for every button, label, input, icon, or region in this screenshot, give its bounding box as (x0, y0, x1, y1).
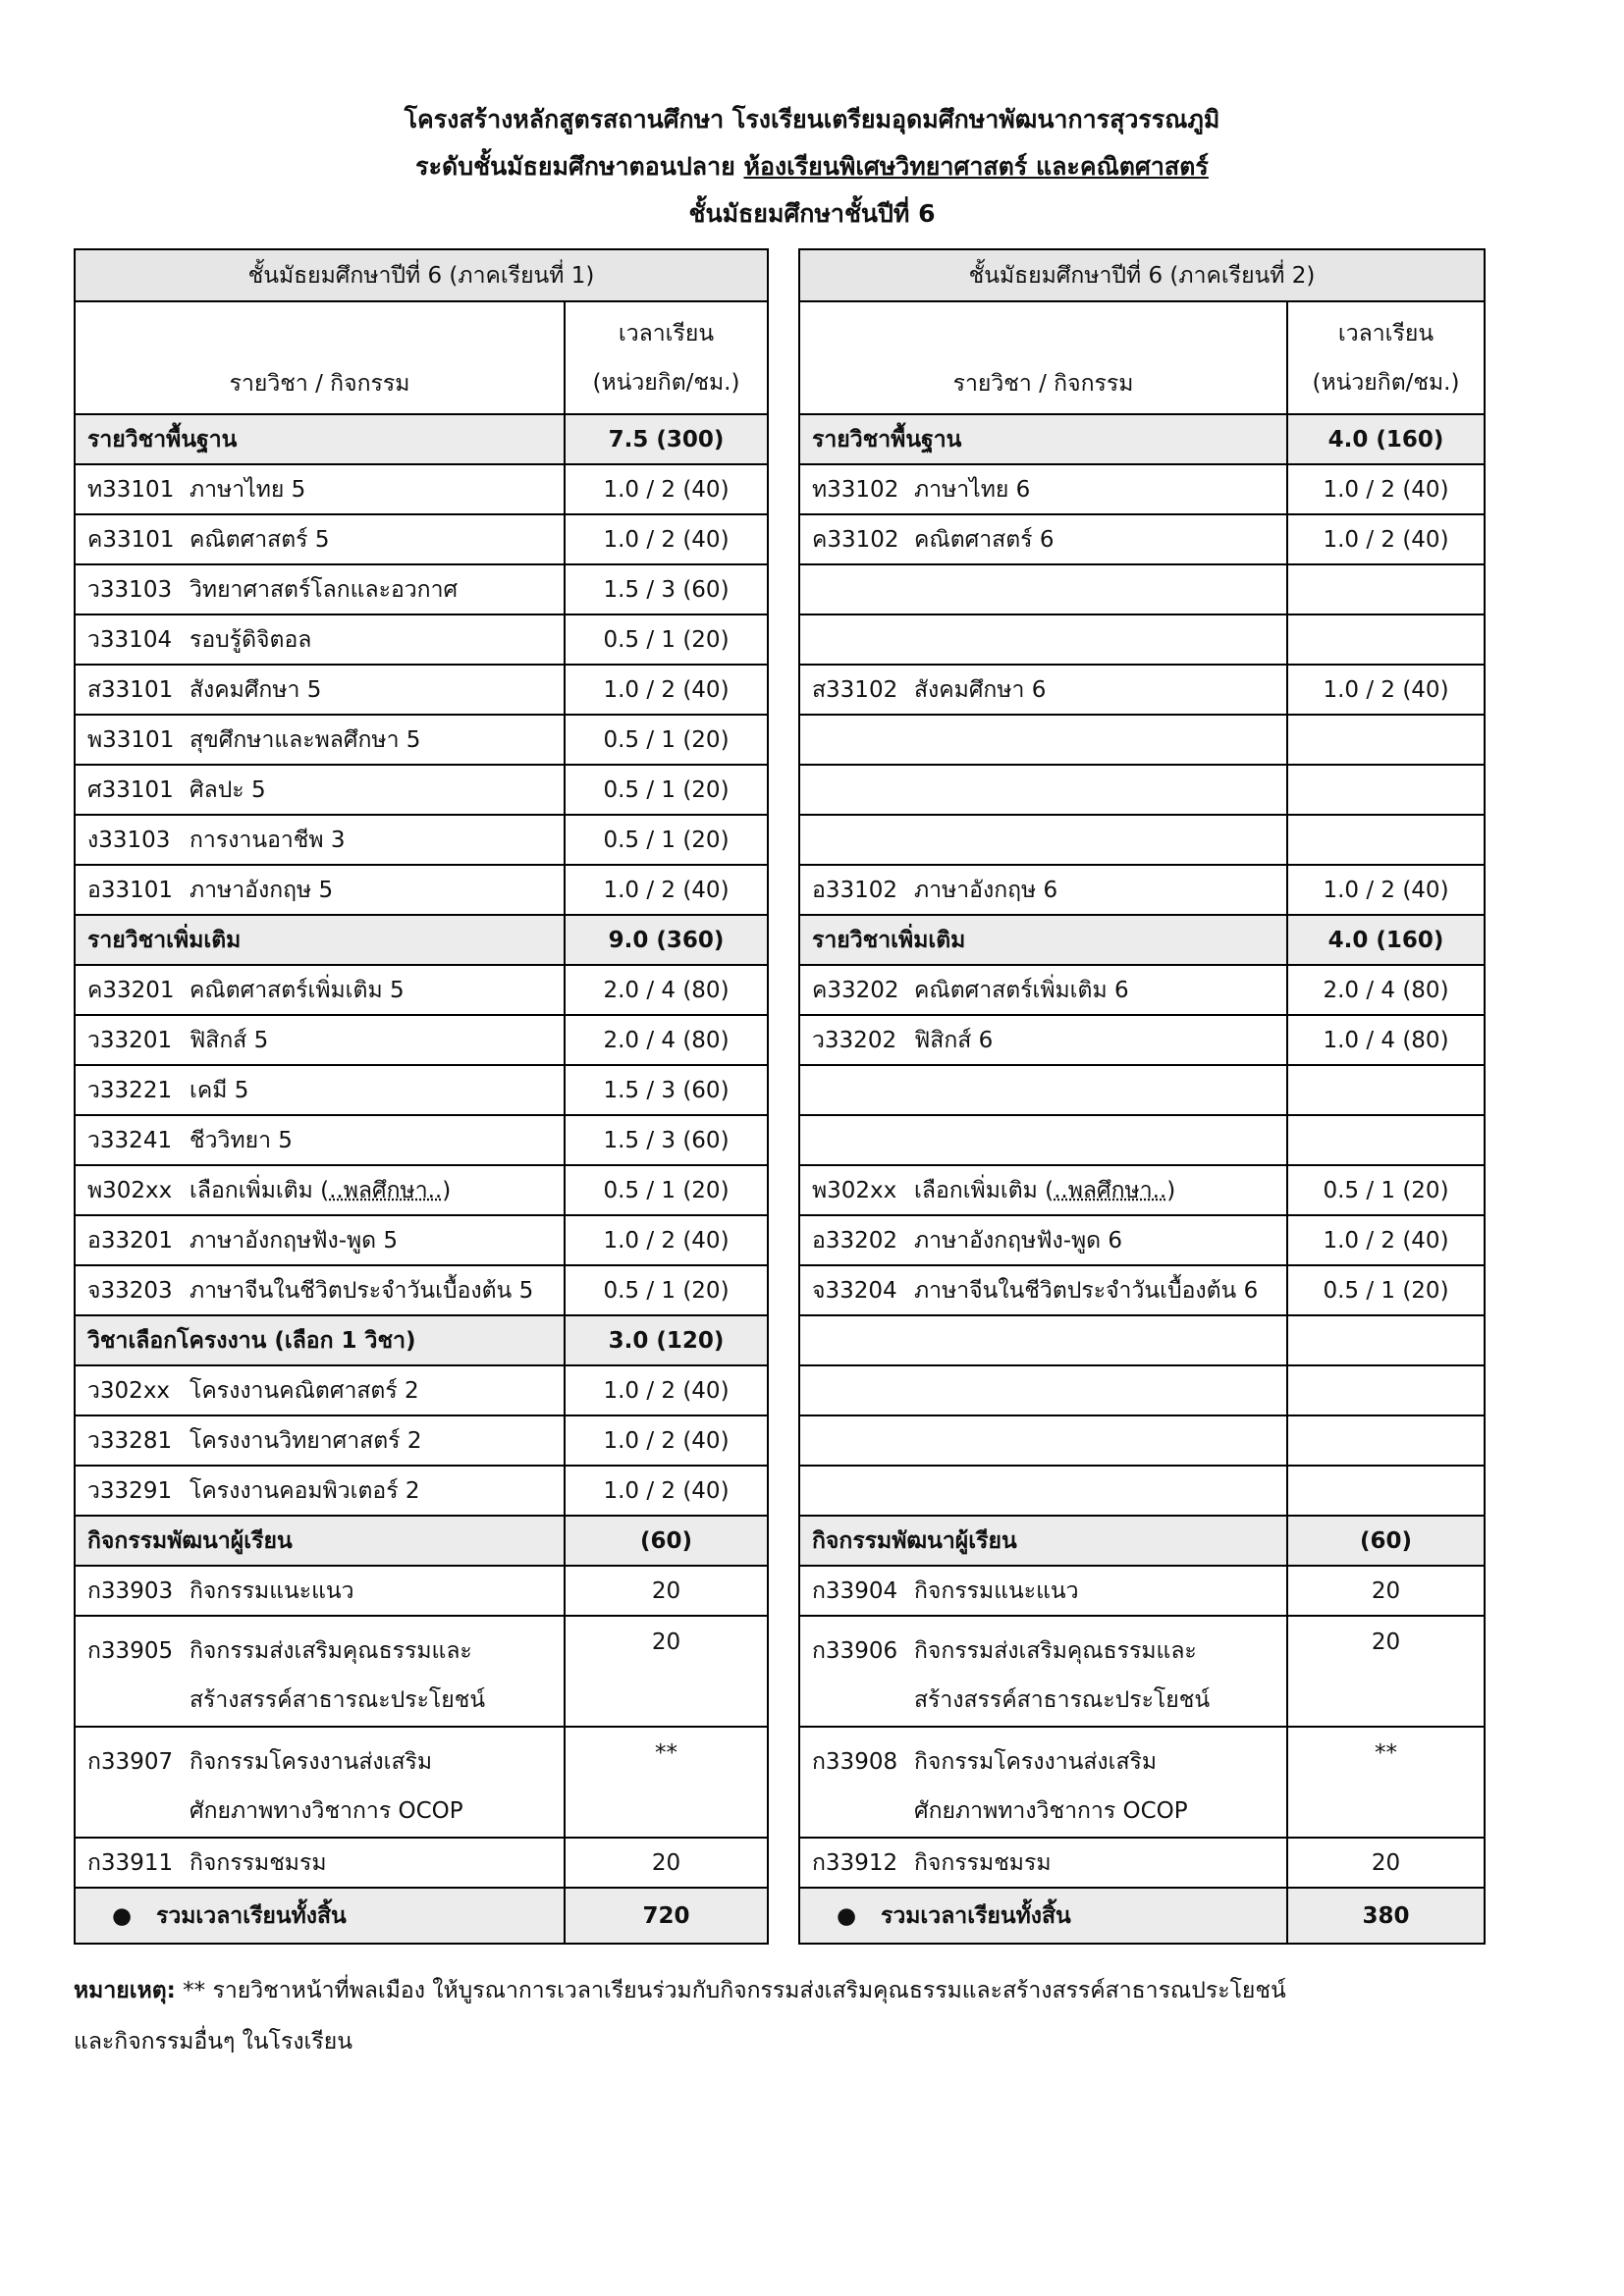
section-row-activity (799, 1516, 1485, 1566)
time-value: 20 (565, 1616, 768, 1727)
table-row (799, 1616, 1485, 1727)
table-row (75, 1165, 768, 1215)
table-row (75, 1566, 768, 1616)
subject-name: สังคมศึกษา 6 (914, 676, 1047, 703)
subject-code: ค33202 (812, 977, 899, 1003)
subject-code: ค33201 (87, 977, 175, 1003)
subject-cell (75, 1415, 565, 1466)
subject-name: กิจกรรมชมรม (914, 1849, 1052, 1876)
subject-name: คณิตศาสตร์เพิ่มเติม 6 (914, 977, 1129, 1003)
section-label: กิจกรรมพัฒนาผู้เรียน (75, 1516, 565, 1566)
subject-name: ภาษาจีนในชีวิตประจำวันเบื้องต้น 5 (189, 1277, 534, 1304)
subject-name: วิทยาศาสตร์โลกและอวกาศ (189, 576, 459, 603)
subject-code: ก33908 (812, 1749, 898, 1775)
time-value: 0.5 / 1 (20) (565, 1165, 768, 1215)
time-value: 0.5 / 1 (20) (565, 765, 768, 815)
subject-cell (75, 1065, 565, 1115)
blank-row (799, 1315, 1485, 1365)
subject-code: อ33201 (87, 1227, 173, 1254)
section-value: (60) (565, 1516, 768, 1566)
subject-code: พ302xx (812, 1177, 897, 1203)
section-row-basic (75, 414, 768, 464)
subject-cell (799, 1727, 1287, 1838)
subject-code: ว33103 (87, 576, 173, 603)
title-line-1: โครงสร้างหลักสูตรสถานศึกษา โรงเรียนเตรียมอุดมศึกษาพัฒนาการสุวรรณภูมิ (404, 105, 1220, 133)
subject-name: โครงงานคณิตศาสตร์ 2 (189, 1377, 419, 1404)
table-row (799, 1566, 1485, 1616)
total-label-cell (75, 1888, 565, 1944)
time-value: 2.0 / 4 (80) (565, 1015, 768, 1065)
table-row (799, 665, 1485, 715)
table-row (75, 1466, 768, 1516)
subject-code: อ33102 (812, 877, 897, 903)
section-value: 3.0 (120) (565, 1315, 768, 1365)
subject-code: ว33281 (87, 1427, 173, 1454)
table-row (75, 865, 768, 915)
subject-code: จ33203 (87, 1277, 173, 1304)
time-value (1287, 564, 1485, 614)
table-row (75, 665, 768, 715)
time-value: 1.0 / 2 (40) (1287, 665, 1485, 715)
subject-code: ว33104 (87, 626, 173, 653)
time-value: 1.5 / 3 (60) (565, 1115, 768, 1165)
footnote-text: ** รายวิชาหน้าที่พลเมือง ให้บูรณาการเวลาเรียนร่วมกับกิจกรรมส่งเสริมคุณธรรมและสร้างสรรค์สาธารณประโยชน์ (175, 1978, 1286, 2003)
subject-cell (799, 815, 1287, 865)
subject-name: ภาษาจีนในชีวิตประจำวันเบื้องต้น 6 (914, 1277, 1259, 1304)
subject-name: ภาษาอังกฤษ 6 (914, 877, 1058, 903)
time-value: 1.0 / 4 (80) (1287, 1015, 1485, 1065)
title-line-2 (0, 143, 1624, 190)
subject-code: ส33101 (87, 676, 174, 703)
subject-name: ภาษาอังกฤษฟัง-พูด 5 (189, 1227, 399, 1254)
time-value: 1.0 / 2 (40) (565, 865, 768, 915)
subject-name: เลือกเพิ่มเติม (..พลศึกษา..) (914, 1177, 1176, 1203)
time-value: 20 (1287, 1566, 1485, 1616)
subject-name-line-2: สร้างสรรค์สาธารณะประโยชน์ (189, 1687, 486, 1713)
time-value: 2.0 / 4 (80) (565, 965, 768, 1015)
table-row (75, 614, 768, 665)
blank-row (799, 1115, 1485, 1165)
subject-code: ค33102 (812, 526, 899, 553)
subject-code: ว33202 (812, 1027, 897, 1053)
section-row-activity (75, 1516, 768, 1566)
blank-row (799, 1415, 1485, 1466)
time-value: 0.5 / 1 (20) (565, 1265, 768, 1315)
footnote (74, 1965, 1586, 2067)
blank-row (799, 1365, 1485, 1415)
total-label: รวมเวลาเรียนทั้งสิ้น (156, 1902, 347, 1929)
time-value (1287, 715, 1485, 765)
section-label: รายวิชาพื้นฐาน (75, 414, 565, 464)
subject-name: กิจกรรมโครงงานส่งเสริม (189, 1749, 433, 1775)
section-label: รายวิชาพื้นฐาน (799, 414, 1287, 464)
subject-cell (75, 865, 565, 915)
subject-cell (75, 1015, 565, 1065)
table-row (75, 1838, 768, 1888)
subject-name: รอบรู้ดิจิตอล (189, 626, 312, 653)
subject-code: ก33904 (812, 1577, 898, 1604)
footnote-label: หมายเหตุ: (74, 1978, 176, 2003)
subject-code: ก33907 (87, 1749, 174, 1775)
time-value: 1.0 / 2 (40) (565, 1415, 768, 1466)
bullet-icon: ● (111, 1902, 133, 1929)
subject-code: พ33101 (87, 726, 175, 753)
table-row (75, 1616, 768, 1727)
subject-name: ภาษาอังกฤษฟัง-พูด 6 (914, 1227, 1123, 1254)
semester-header: ชั้นมัธยมศึกษาปีที่ 6 (ภาคเรียนที่ 2) (799, 249, 1485, 301)
table-row (799, 965, 1485, 1015)
subject-cell (75, 1727, 565, 1838)
time-value: 1.0 / 2 (40) (1287, 865, 1485, 915)
table-row (799, 1265, 1485, 1315)
semester-1-table (74, 248, 769, 1945)
table-header-row (75, 249, 768, 301)
section-label: กิจกรรมพัฒนาผู้เรียน (799, 1516, 1287, 1566)
subject-cell (799, 1265, 1287, 1315)
table-row (799, 1015, 1485, 1065)
subject-code: พ302xx (87, 1177, 173, 1203)
blank-row (799, 1466, 1485, 1516)
subject-cell (799, 1065, 1287, 1115)
table-row (799, 1215, 1485, 1265)
time-value: 1.0 / 2 (40) (565, 1365, 768, 1415)
time-value: 1.0 / 2 (40) (565, 1466, 768, 1516)
time-value (1287, 1065, 1485, 1115)
subject-name: กิจกรรมแนะแนว (914, 1577, 1079, 1604)
time-value: 0.5 / 1 (20) (565, 715, 768, 765)
section-label: วิชาเลือกโครงงาน (เลือก 1 วิชา) (75, 1315, 565, 1365)
column-header-subject: รายวิชา / กิจกรรม (75, 301, 565, 414)
title-line-2-prefix: ระดับชั้นมัธยมศึกษาตอนปลาย (415, 152, 744, 181)
section-value: 4.0 (160) (1287, 915, 1485, 965)
table-row (75, 1015, 768, 1065)
table-row (799, 1165, 1485, 1215)
subject-name: ฟิสิกส์ 5 (189, 1027, 269, 1053)
table-row (75, 1115, 768, 1165)
subject-name: เคมี 5 (189, 1077, 249, 1103)
time-value: 0.5 / 1 (20) (1287, 1265, 1485, 1315)
subject-cell (75, 815, 565, 865)
subject-code: ค33101 (87, 526, 175, 553)
subject-cell (799, 1616, 1287, 1727)
section-value: 9.0 (360) (565, 915, 768, 965)
time-value: 1.0 / 2 (40) (565, 514, 768, 564)
section-label: รายวิชาเพิ่มเติม (799, 915, 1287, 965)
time-value (1287, 765, 1485, 815)
subject-name: กิจกรรมแนะแนว (189, 1577, 354, 1604)
table-header-row (799, 249, 1485, 301)
blank-row (799, 815, 1485, 865)
subject-cell (799, 1566, 1287, 1616)
subject-code: ง33103 (87, 827, 171, 853)
subject-code: ว302xx (87, 1377, 171, 1404)
subject-cell (75, 514, 565, 564)
subject-name: การงานอาชีพ 3 (189, 827, 346, 853)
section-row-project (75, 1315, 768, 1365)
subject-name: เลือกเพิ่มเติม (..พลศึกษา..) (189, 1177, 452, 1203)
title-line-3: ชั้นมัธยมศึกษาชั้นปีที่ 6 (688, 199, 936, 228)
subject-name: กิจกรรมส่งเสริมคุณธรรมและ (914, 1638, 1197, 1664)
subject-cell (75, 1466, 565, 1516)
subject-name: สุขศึกษาและพลศึกษา 5 (189, 726, 421, 753)
subject-code: อ33101 (87, 877, 173, 903)
time-value (1287, 614, 1485, 665)
total-label: รวมเวลาเรียนทั้งสิ้น (881, 1902, 1071, 1929)
semester-2-table (798, 248, 1486, 1945)
subject-code: ท33102 (812, 476, 899, 503)
subject-cell (799, 1215, 1287, 1265)
section-value: 4.0 (160) (1287, 414, 1485, 464)
subject-cell (799, 464, 1287, 514)
time-value: 1.0 / 2 (40) (1287, 514, 1485, 564)
table-row (799, 1838, 1485, 1888)
document-title (0, 96, 1624, 238)
section-label: รายวิชาเพิ่มเติม (75, 915, 565, 965)
time-value: 1.0 / 2 (40) (565, 665, 768, 715)
table-row (799, 464, 1485, 514)
blank-row (799, 715, 1485, 765)
table-row (799, 865, 1485, 915)
footnote-text-2: และกิจกรรมอื่นๆ ในโรงเรียน (74, 2029, 352, 2055)
subject-cell (799, 1165, 1287, 1215)
total-row (799, 1888, 1485, 1944)
subject-code: ก33905 (87, 1638, 174, 1664)
subject-cell (75, 564, 565, 614)
section-row-extra (799, 915, 1485, 965)
subject-name: คณิตศาสตร์ 6 (914, 526, 1055, 553)
subject-code: ศ33101 (87, 776, 174, 803)
time-value: 0.5 / 1 (20) (565, 815, 768, 865)
subject-cell (799, 564, 1287, 614)
table-row (75, 715, 768, 765)
subject-cell (799, 1015, 1287, 1065)
column-header-row (799, 301, 1485, 414)
table-row (75, 1265, 768, 1315)
subject-cell (799, 865, 1287, 915)
time-value: 1.5 / 3 (60) (565, 564, 768, 614)
column-header-row (75, 301, 768, 414)
subject-name: คณิตศาสตร์เพิ่มเติม 5 (189, 977, 405, 1003)
subject-name: ภาษาไทย 6 (914, 476, 1031, 503)
subject-name-line-2: ศักยภาพทางวิชาการ OCOP (914, 1798, 1188, 1824)
subject-cell (75, 1115, 565, 1165)
subject-name: ภาษาไทย 5 (189, 476, 306, 503)
subject-code: ก33911 (87, 1849, 174, 1876)
section-row-basic (799, 414, 1485, 464)
subject-cell (799, 965, 1287, 1015)
subject-cell (75, 1365, 565, 1415)
table-row (75, 1415, 768, 1466)
subject-cell (799, 1838, 1287, 1888)
subject-cell (75, 965, 565, 1015)
subject-cell (75, 1838, 565, 1888)
time-value: 0.5 / 1 (20) (1287, 1165, 1485, 1215)
subject-code: ว33221 (87, 1077, 173, 1103)
time-value: 1.0 / 2 (40) (1287, 1215, 1485, 1265)
time-value: 0.5 / 1 (20) (565, 614, 768, 665)
subject-cell (75, 1566, 565, 1616)
table-row (75, 514, 768, 564)
subject-name: โครงงานวิทยาศาสตร์ 2 (189, 1427, 422, 1454)
total-value: 380 (1287, 1888, 1485, 1944)
time-value: ** (565, 1727, 768, 1838)
subject-code: ก33912 (812, 1849, 898, 1876)
subject-code: ว33201 (87, 1027, 173, 1053)
column-header-time: เวลาเรียน (หน่วยกิต/ชม.) (1287, 301, 1485, 414)
subject-cell (75, 1215, 565, 1265)
subject-code: ว33291 (87, 1477, 173, 1504)
subject-name: ศิลปะ 5 (189, 776, 266, 803)
subject-code: ก33903 (87, 1577, 174, 1604)
table-row (75, 1215, 768, 1265)
table-row (75, 765, 768, 815)
subject-name: โครงงานคอมพิวเตอร์ 2 (189, 1477, 420, 1504)
section-value: (60) (1287, 1516, 1485, 1566)
subject-cell (75, 614, 565, 665)
subject-name: กิจกรรมชมรม (189, 1849, 327, 1876)
semester-header: ชั้นมัธยมศึกษาปีที่ 6 (ภาคเรียนที่ 1) (75, 249, 768, 301)
time-value (1287, 815, 1485, 865)
subject-cell (75, 1616, 565, 1727)
subject-code: ว33241 (87, 1127, 173, 1153)
time-value: 20 (1287, 1616, 1485, 1727)
time-value: 20 (1287, 1838, 1485, 1888)
table-row (75, 464, 768, 514)
table-row (799, 514, 1485, 564)
table-row (75, 1065, 768, 1115)
subject-code: อ33202 (812, 1227, 897, 1254)
total-label-cell (799, 1888, 1287, 1944)
time-value: 1.0 / 2 (40) (565, 464, 768, 514)
subject-cell (75, 1265, 565, 1315)
subject-cell (799, 765, 1287, 815)
subject-cell (75, 715, 565, 765)
time-value: 1.5 / 3 (60) (565, 1065, 768, 1115)
subject-name: ฟิสิกส์ 6 (914, 1027, 994, 1053)
subject-name: กิจกรรมส่งเสริมคุณธรรมและ (189, 1638, 472, 1664)
subject-name: ภาษาอังกฤษ 5 (189, 877, 334, 903)
subject-cell (799, 614, 1287, 665)
blank-row (799, 564, 1485, 614)
subject-cell (799, 715, 1287, 765)
subject-name-line-2: ศักยภาพทางวิชาการ OCOP (189, 1798, 463, 1824)
subject-code: ก33906 (812, 1638, 898, 1664)
subject-cell (75, 464, 565, 514)
time-value: 1.0 / 2 (40) (1287, 464, 1485, 514)
table-row (75, 1727, 768, 1838)
subject-cell (75, 1165, 565, 1215)
bullet-icon: ● (836, 1902, 857, 1929)
column-header-time: เวลาเรียน (หน่วยกิต/ชม.) (565, 301, 768, 414)
subject-cell (799, 665, 1287, 715)
blank-row (799, 765, 1485, 815)
table-row (799, 1727, 1485, 1838)
table-row (75, 815, 768, 865)
table-row (75, 564, 768, 614)
subject-cell (75, 765, 565, 815)
time-value: 20 (565, 1838, 768, 1888)
subject-code: ส33102 (812, 676, 898, 703)
subject-name: กิจกรรมโครงงานส่งเสริม (914, 1749, 1158, 1775)
table-row (75, 1365, 768, 1415)
title-line-2-underlined: ห้องเรียนพิเศษวิทยาศาสตร์ และคณิตศาสตร์ (743, 152, 1209, 181)
time-value: 1.0 / 2 (40) (565, 1215, 768, 1265)
time-value (1287, 1115, 1485, 1165)
section-value: 7.5 (300) (565, 414, 768, 464)
blank-row (799, 614, 1485, 665)
total-value: 720 (565, 1888, 768, 1944)
time-value: ** (1287, 1727, 1485, 1838)
subject-code: ท33101 (87, 476, 175, 503)
subject-cell (75, 665, 565, 715)
subject-name-line-2: สร้างสรรค์สาธารณะประโยชน์ (914, 1687, 1211, 1713)
subject-name: คณิตศาสตร์ 5 (189, 526, 330, 553)
section-row-extra (75, 915, 768, 965)
table-row (75, 965, 768, 1015)
time-value: 2.0 / 4 (80) (1287, 965, 1485, 1015)
column-header-subject: รายวิชา / กิจกรรม (799, 301, 1287, 414)
subject-name: ชีววิทยา 5 (189, 1127, 293, 1153)
blank-row (799, 1065, 1485, 1115)
time-value: 20 (565, 1566, 768, 1616)
subject-code: จ33204 (812, 1277, 897, 1304)
subject-name: สังคมศึกษา 5 (189, 676, 322, 703)
total-row (75, 1888, 768, 1944)
subject-cell (799, 514, 1287, 564)
subject-cell (799, 1115, 1287, 1165)
